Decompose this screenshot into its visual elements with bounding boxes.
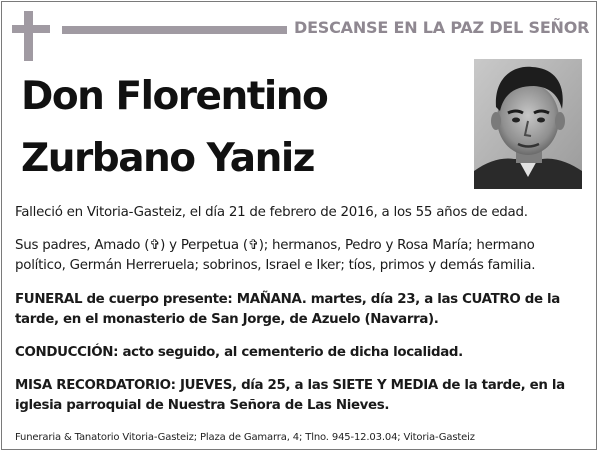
funeral-home-footer: Funeraria & Tanatorio Vitoria-Gasteiz; Plaza de Gamarra, 4; Tlno. 945-12.03.04; Vitoria-Gasteiz bbox=[15, 432, 475, 443]
deceased-name-line1: Don Florentino bbox=[21, 74, 328, 119]
portrait-image bbox=[474, 59, 582, 189]
header-title: DESCANSE EN LA PAZ DEL SEÑOR bbox=[294, 18, 590, 37]
portrait-photo bbox=[474, 59, 582, 189]
header-band bbox=[62, 26, 287, 34]
conduccion-paragraph: CONDUCCIÓN: acto seguido, al cementerio de dicha localidad. bbox=[15, 345, 463, 360]
obituary-card bbox=[1, 1, 597, 450]
funeral-paragraph: FUNERAL de cuerpo presente: MAÑANA. martes, día 23, a las CUATRO de la tarde, en el monasterio de San Jorge, de Azuelo (Navarra). bbox=[15, 292, 560, 327]
family-paragraph: Sus padres, Amado (✞) y Perpetua (✞); hermanos, Pedro y Rosa María; hermano político, Germán Herreruela; sobrinos, Israel e Iker; tíos, primos y demás familia. bbox=[15, 238, 536, 273]
deceased-name-line2: Zurbano Yaniz bbox=[21, 136, 314, 181]
misa-paragraph: MISA RECORDATORIO: JUEVES, día 25, a las SIETE Y MEDIA de la tarde, en la iglesia parroquial de Nuestra Señora de Las Nieves. bbox=[15, 378, 565, 413]
death-paragraph: Falleció en Vitoria-Gasteiz, el día 21 de febrero de 2016, a los 55 años de edad. bbox=[15, 205, 528, 220]
